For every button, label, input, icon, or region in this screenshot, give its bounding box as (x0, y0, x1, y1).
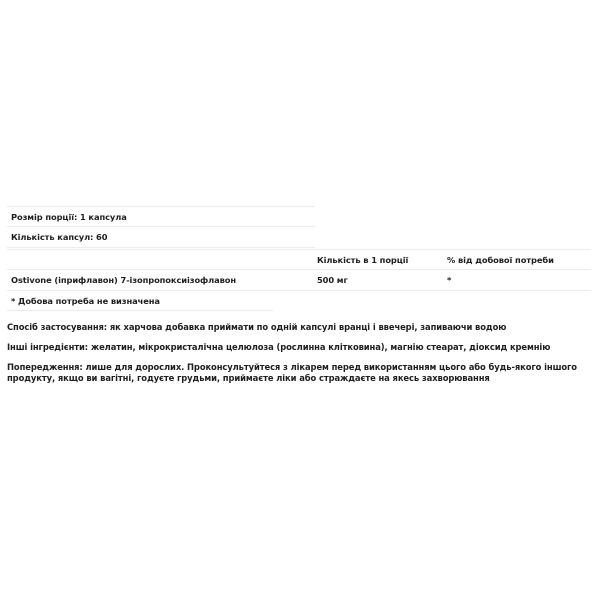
table-row (7, 270, 591, 291)
other-ingredients-text: Інші інгредієнти: желатин, мікрокристалічна целюлоза (рослинна клітковина), магнію стеарат, діоксид кремнію (7, 342, 551, 352)
supplement-facts (7, 206, 593, 311)
ingredient-amount: 500 мг (317, 275, 348, 285)
usage-text: Спосіб застосування: як харчова добавка приймати по одній капсулі вранці і ввечері, запиваючи водою (7, 322, 507, 332)
footnote-row (7, 291, 273, 311)
serving-size-row (7, 206, 315, 227)
ingredient-daily-value: * (447, 275, 452, 285)
ingredient-name: Ostivone (іприфлавон) 7-ізопропоксиізофлавон (11, 275, 237, 285)
footnote-text: * Добова потреба не визначена (11, 295, 160, 306)
serving-size-text: Розмір порції: 1 капсула (11, 211, 127, 222)
nutrition-table (7, 249, 591, 291)
capsule-count-text: Кількість капсул: 60 (11, 232, 108, 242)
table-header-row (7, 249, 591, 270)
capsule-count-row (7, 227, 315, 248)
header-daily-value: % від добової потреби (447, 254, 554, 265)
product-notes (7, 322, 597, 384)
warning-text: Попередження: лише для дорослих. Проконсультуйтеся з лікарем перед використанням цього або будь-якого іншого продукту, якщо ви вагітні, годуєте грудьми, приймаєте ліки або страждаєте на якесь захворювання (7, 362, 577, 383)
header-amount: Кількість в 1 порції (317, 254, 409, 265)
